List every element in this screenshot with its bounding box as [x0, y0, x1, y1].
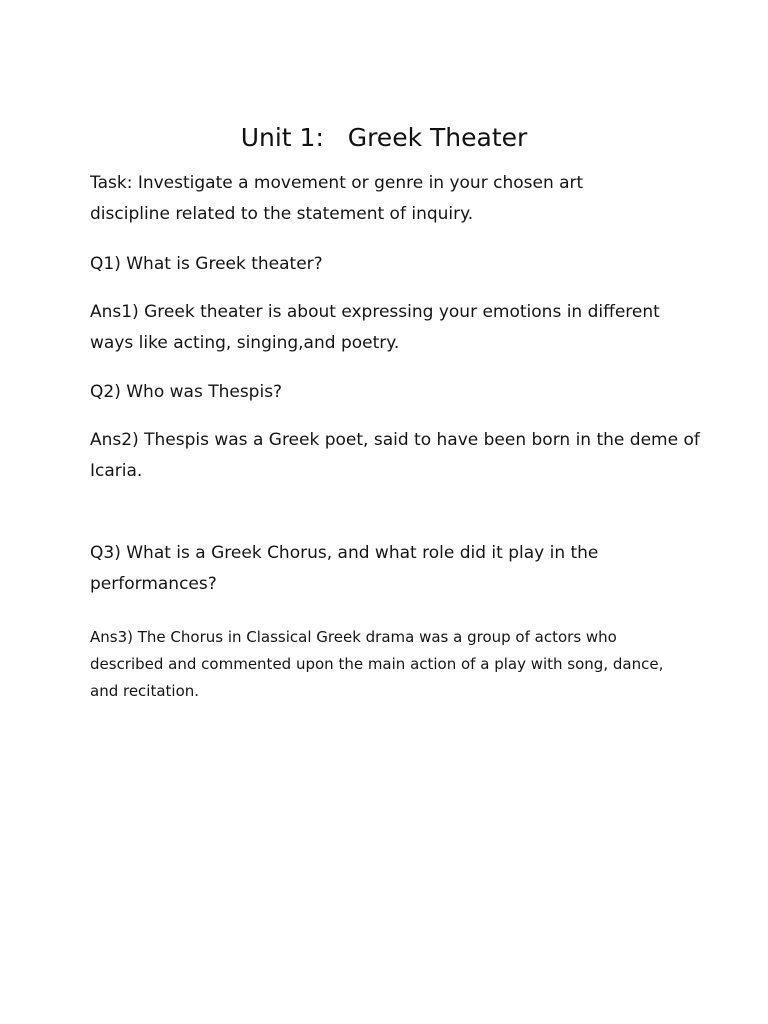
answer-2-line-1: Ans2) Thespis was a Greek poet, said to have been born in the deme of: [90, 430, 700, 450]
task-paragraph: [90, 168, 690, 230]
page-title: Unit 1: Greek Theater: [240, 123, 528, 152]
question-2-line-1: Q2) Who was Thespis?: [90, 382, 283, 402]
question-3-line-2: performances?: [90, 574, 217, 594]
answer-2: [90, 425, 700, 487]
task-line-1: Task: Investigate a movement or genre in your chosen art: [90, 173, 584, 193]
answer-3-line-2: described and commented upon the main action of a play with song, dance,: [90, 655, 664, 673]
answer-1: [90, 297, 690, 359]
question-3-line-1: Q3) What is a Greek Chorus, and what role did it play in the: [90, 543, 599, 563]
question-1: [90, 249, 690, 280]
answer-3: [90, 624, 690, 705]
answer-3-line-3: and recitation.: [90, 682, 200, 700]
answer-3-line-1: Ans3) The Chorus in Classical Greek drama was a group of actors who: [90, 628, 617, 646]
question-2: [90, 377, 690, 408]
answer-2-line-2: Icaria.: [90, 461, 143, 481]
answer-1-line-1: Ans1) Greek theater is about expressing your emotions in different: [90, 302, 660, 322]
question-1-line-1: Q1) What is Greek theater?: [90, 254, 323, 274]
answer-1-line-2: ways like acting, singing,and poetry.: [90, 333, 400, 353]
task-line-2: discipline related to the statement of inquiry.: [90, 204, 474, 224]
question-3: [90, 538, 690, 600]
